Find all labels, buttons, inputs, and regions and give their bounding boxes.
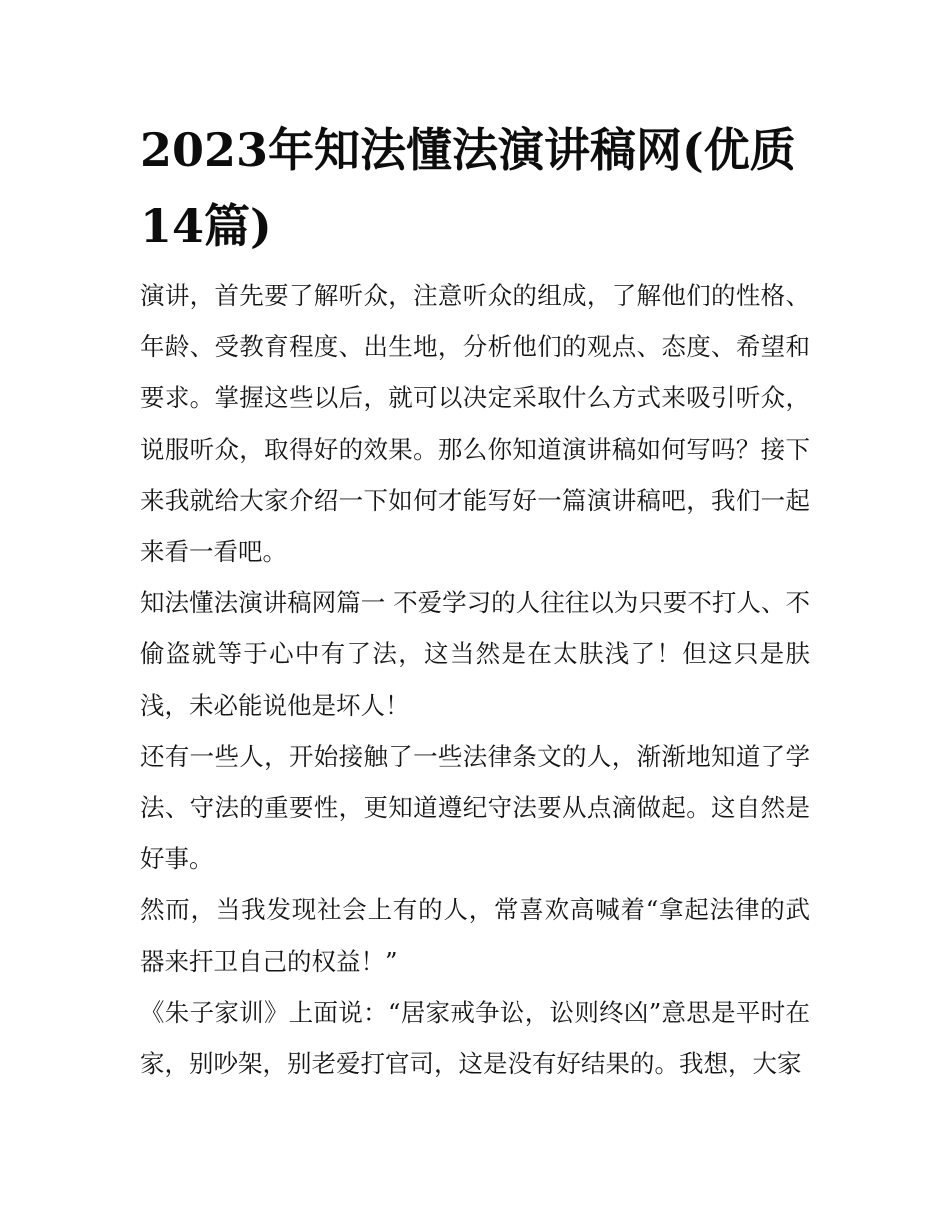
paragraph-law-learning: 还有一些人，开始接触了一些法律条文的人，渐渐地知道了学法、守法的重要性，更知道遵纪守法要从点滴做起。这自然是好事。 xyxy=(140,741,810,874)
document-body xyxy=(140,270,810,1089)
paragraph-family-maxim: 《朱子家训》上面说：“居家戒争讼，讼则终凶”意思是平时在家，别吵架，别老爱打官司，这是没有好结果的。我想，大家 xyxy=(140,997,810,1079)
paragraph-intro: 演讲，首先要了解听众，注意听众的组成，了解他们的性格、年龄、受教育程度、出生地，分析他们的观点、态度、希望和要求。掌握这些以后，就可以决定采取什么方式来吸引听众，说服听众，取得好的效果。那么你知道演讲稿如何写吗？接下来我就给大家介绍一下如何才能写好一篇演讲稿吧，我们一起来看一看吧。 xyxy=(140,281,810,567)
paragraph-section-one: 知法懂法演讲稿网篇一 不爱学习的人往往以为只要不打人、不偷盗就等于心中有了法，这当然是在太肤浅了！但这只是肤浅，未必能说他是坏人！ xyxy=(140,588,810,720)
paragraph-rights-slogan: 然而，当我发现社会上有的人，常喜欢高喊着“拿起法律的武器来扞卫自己的权益！” xyxy=(140,895,810,976)
document-title: 2023年知法懂法演讲稿网(优质14篇) xyxy=(140,123,796,253)
